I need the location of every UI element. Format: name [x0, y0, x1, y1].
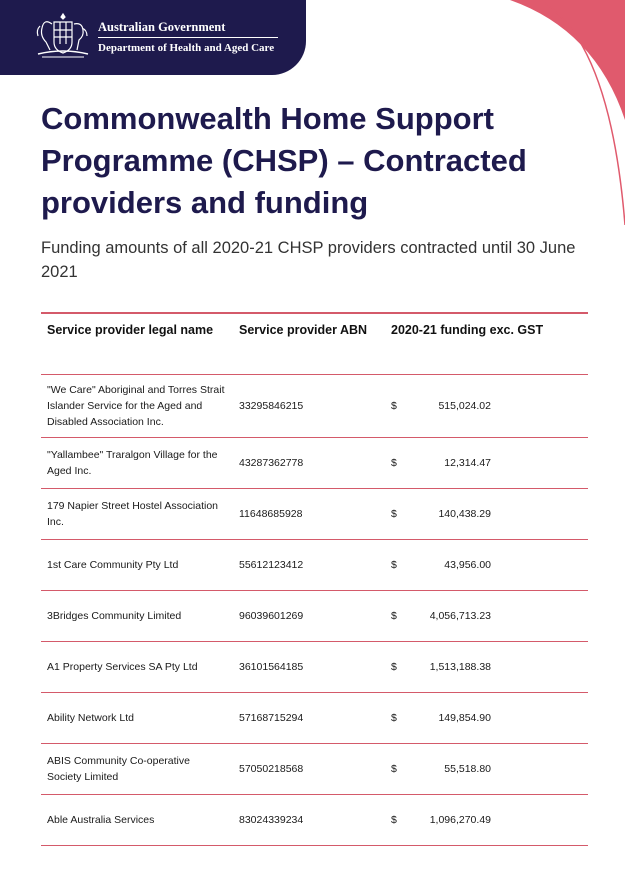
funding-amount: 43,956.00: [444, 559, 491, 571]
provider-name: A1 Property Services SA Pty Ltd: [41, 642, 233, 693]
table-header-row: [41, 313, 588, 375]
provider-abn: 57168715294: [233, 693, 385, 744]
provider-funding: [385, 438, 588, 489]
table-row: [41, 438, 588, 489]
provider-funding: [385, 489, 588, 540]
government-wordmark: [98, 19, 278, 55]
provider-abn: 96039601269: [233, 591, 385, 642]
table-row: [41, 642, 588, 693]
currency-symbol: $: [391, 508, 397, 520]
funding-amount: 1,096,270.49: [429, 814, 491, 826]
provider-funding: [385, 744, 588, 795]
provider-name: 3Bridges Community Limited: [41, 591, 233, 642]
table-row: [41, 489, 588, 540]
column-header-funding: 2020-21 funding exc. GST: [385, 313, 588, 375]
funding-amount: 149,854.90: [438, 712, 491, 724]
funding-amount: 4,056,713.23: [429, 610, 491, 622]
funding-amount: 12,314.47: [444, 457, 491, 469]
government-name: Australian Government: [98, 20, 226, 34]
currency-symbol: $: [391, 610, 397, 622]
provider-funding: [385, 375, 588, 438]
table-row: [41, 795, 588, 846]
currency-symbol: $: [391, 661, 397, 673]
provider-name: Ability Network Ltd: [41, 693, 233, 744]
provider-name: ABIS Community Co-operative Society Limited: [41, 744, 233, 795]
providers-table: [41, 312, 588, 846]
provider-name: Able Australia Services: [41, 795, 233, 846]
currency-symbol: $: [391, 400, 397, 412]
provider-abn: 43287362778: [233, 438, 385, 489]
table-row: [41, 375, 588, 438]
provider-funding: [385, 591, 588, 642]
currency-symbol: $: [391, 457, 397, 469]
provider-abn: 83024339234: [233, 795, 385, 846]
funding-amount: 1,513,188.38: [429, 661, 491, 673]
funding-amount: 140,438.29: [438, 508, 491, 520]
column-header-name: Service provider legal name: [41, 313, 233, 375]
funding-amount: 515,024.02: [438, 400, 491, 412]
provider-funding: [385, 642, 588, 693]
coat-of-arms-icon: [32, 10, 94, 62]
currency-symbol: $: [391, 814, 397, 826]
provider-funding: [385, 795, 588, 846]
table-row: [41, 591, 588, 642]
column-header-abn: Service provider ABN: [233, 313, 385, 375]
currency-symbol: $: [391, 712, 397, 724]
wordmark-divider: [98, 37, 278, 38]
page-subtitle: Funding amounts of all 2020-21 CHSP providers contracted until 30 June 2021: [41, 239, 576, 281]
provider-name: "We Care" Aboriginal and Torres Strait Islander Service for the Aged and Disabled Association Inc.: [41, 375, 233, 438]
funding-amount: 55,518.80: [444, 763, 491, 775]
provider-name: 179 Napier Street Hostel Association Inc.: [41, 489, 233, 540]
government-header: [0, 0, 306, 75]
provider-name: 1st Care Community Pty Ltd: [41, 540, 233, 591]
provider-name: "Yallambee" Traralgon Village for the Aged Inc.: [41, 438, 233, 489]
provider-abn: 57050218568: [233, 744, 385, 795]
department-name: Department of Health and Aged Care: [98, 42, 275, 54]
provider-abn: 36101564185: [233, 642, 385, 693]
table-row: [41, 744, 588, 795]
provider-abn: 55612123412: [233, 540, 385, 591]
provider-funding: [385, 540, 588, 591]
page-title: Commonwealth Home Support Programme (CHSP) – Contracted providers and funding: [41, 101, 527, 220]
provider-funding: [385, 693, 588, 744]
provider-abn: 33295846215: [233, 375, 385, 438]
currency-symbol: $: [391, 763, 397, 775]
table-row: [41, 693, 588, 744]
provider-abn: 11648685928: [233, 489, 385, 540]
table-row: [41, 540, 588, 591]
currency-symbol: $: [391, 559, 397, 571]
